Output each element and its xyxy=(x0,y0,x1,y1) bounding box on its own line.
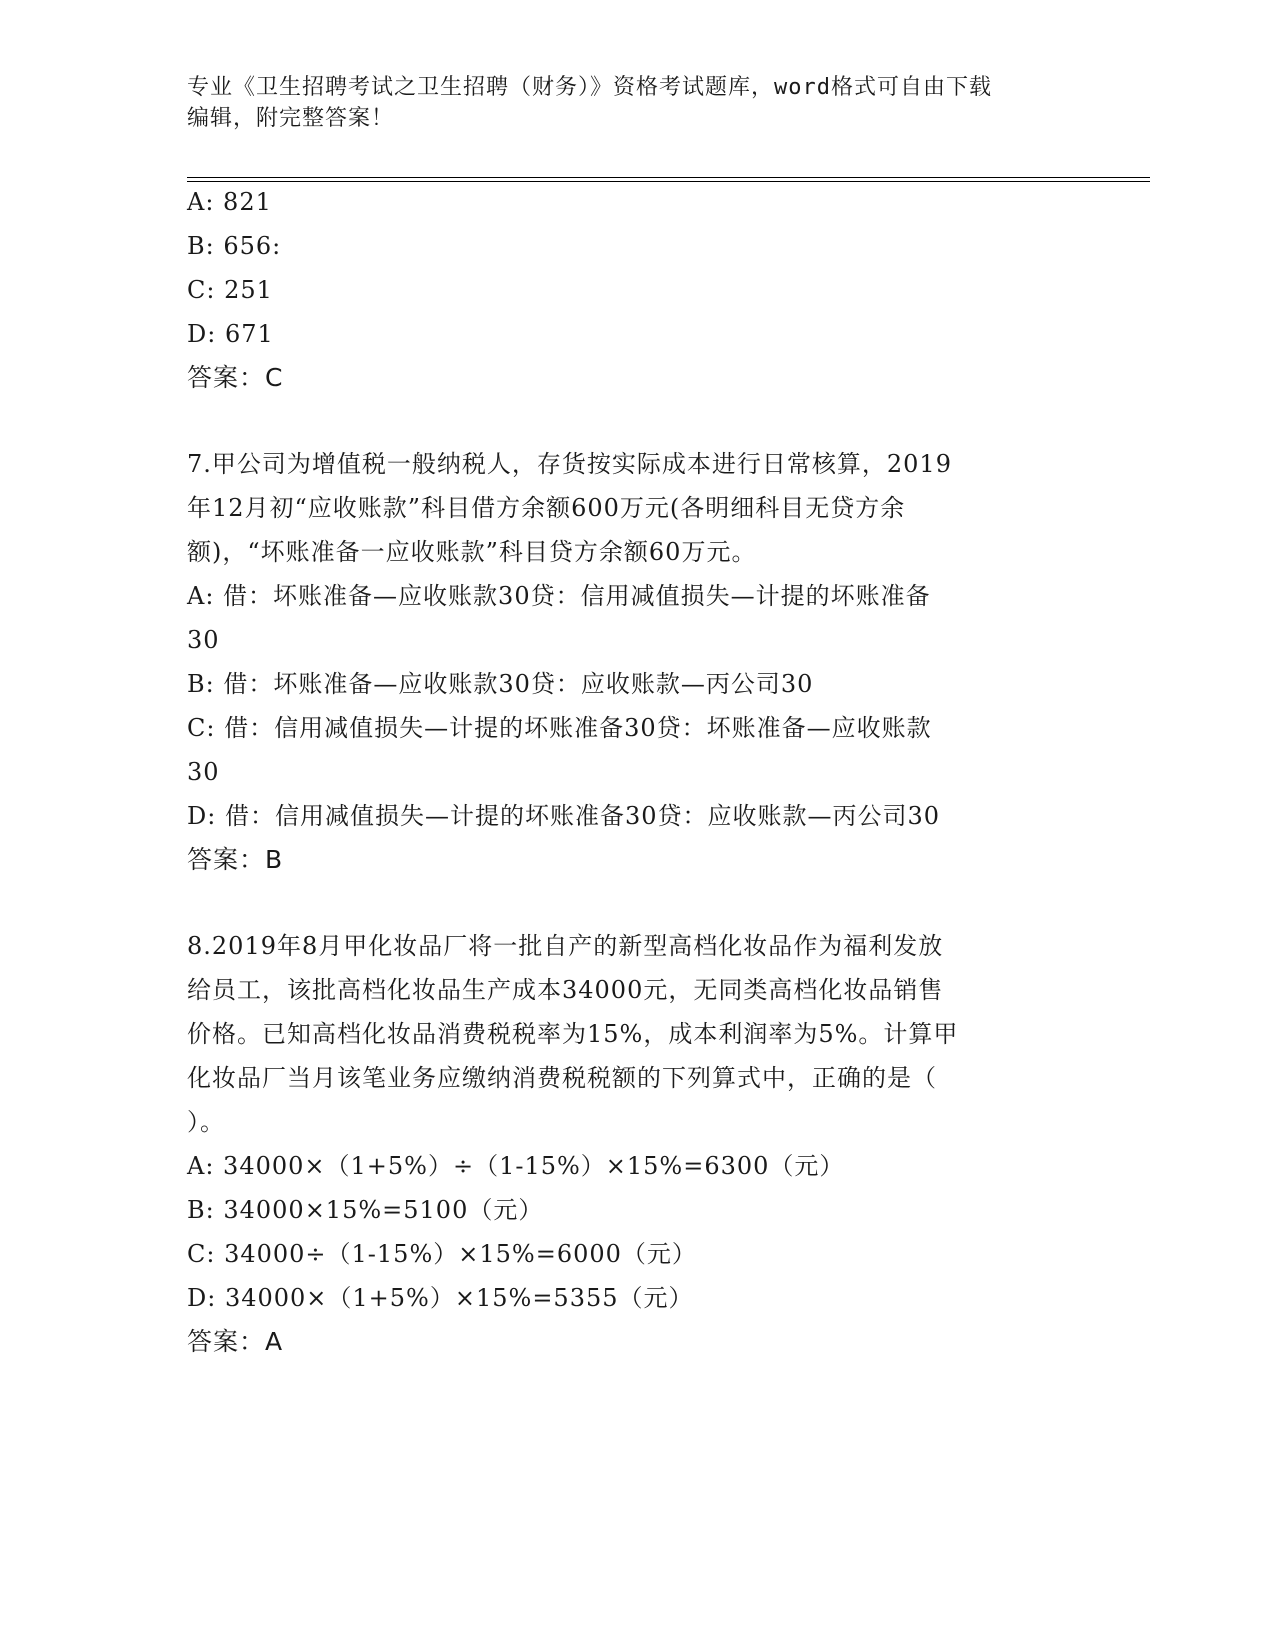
q7-stem-line-1: 7.甲公司为增值税一般纳税人，存货按实际成本进行日常核算，2019 xyxy=(187,450,952,478)
q6-option-a: A: 821 xyxy=(187,188,272,216)
document-header xyxy=(187,72,1067,134)
q8-stem-line-2: 给员工，该批高档化妆品生产成本34000元，无同类高档化妆品销售 xyxy=(187,976,944,1004)
q8-stem-line-3: 价格。已知高档化妆品消费税税率为15%，成本利润率为5%。计算甲 xyxy=(187,1020,959,1048)
q8-stem-line-1: 8.2019年8月甲化妆品厂将一批自产的新型高档化妆品作为福利发放 xyxy=(187,932,944,960)
q8-option-a: A: 34000×（1+5%）÷（1-15%）×15%=6300（元） xyxy=(187,1152,845,1180)
q8-stem-line-5: ）。 xyxy=(187,1108,225,1136)
q6-option-b: B: 656: xyxy=(187,232,282,260)
q8-option-d: D: 34000×（1+5%）×15%=5355（元） xyxy=(187,1284,694,1312)
header-title-line-1: 专业《卫生招聘考试之卫生招聘（财务）》资格考试题库，word格式可自由下载 xyxy=(187,75,992,100)
q7-option-a: A: 借：坏账准备—应收账款30贷：信用减值损失—计提的坏账准备 xyxy=(187,582,931,610)
q7-option-c: C: 借：信用减值损失—计提的坏账准备30贷：坏账准备—应收账款 xyxy=(187,714,932,742)
q7-stem-line-3: 额)，“坏账准备一应收账款”科目贷方余额60万元。 xyxy=(187,538,757,566)
q7-option-a-continued: 30 xyxy=(187,626,220,654)
q8-answer: 答案：A xyxy=(187,1327,284,1356)
q8-stem-line-4: 化妆品厂当月该笔业务应缴纳消费税税额的下列算式中，正确的是（ xyxy=(187,1064,937,1092)
header-divider-bottom xyxy=(187,181,1150,182)
q7-option-c-continued: 30 xyxy=(187,758,220,786)
q7-option-d: D: 借：信用减值损失—计提的坏账准备30贷：应收账款—丙公司30 xyxy=(187,802,941,830)
q6-answer: 答案：C xyxy=(187,363,284,392)
q7-option-b: B: 借：坏账准备—应收账款30贷：应收账款—丙公司30 xyxy=(187,670,814,698)
q8-option-c: C: 34000÷（1-15%）×15%=6000（元） xyxy=(187,1240,697,1268)
q6-option-d: D: 671 xyxy=(187,320,274,348)
q8-option-b: B: 34000×15%=5100（元） xyxy=(187,1196,544,1224)
header-divider-top xyxy=(187,177,1150,178)
q7-answer: 答案：B xyxy=(187,845,284,874)
q7-stem-line-2: 年12月初“应收账款”科目借方余额600万元(各明细科目无贷方余 xyxy=(187,494,906,522)
q6-option-c: C: 251 xyxy=(187,276,273,304)
header-title-line-2: 编辑，附完整答案！ xyxy=(187,106,395,131)
